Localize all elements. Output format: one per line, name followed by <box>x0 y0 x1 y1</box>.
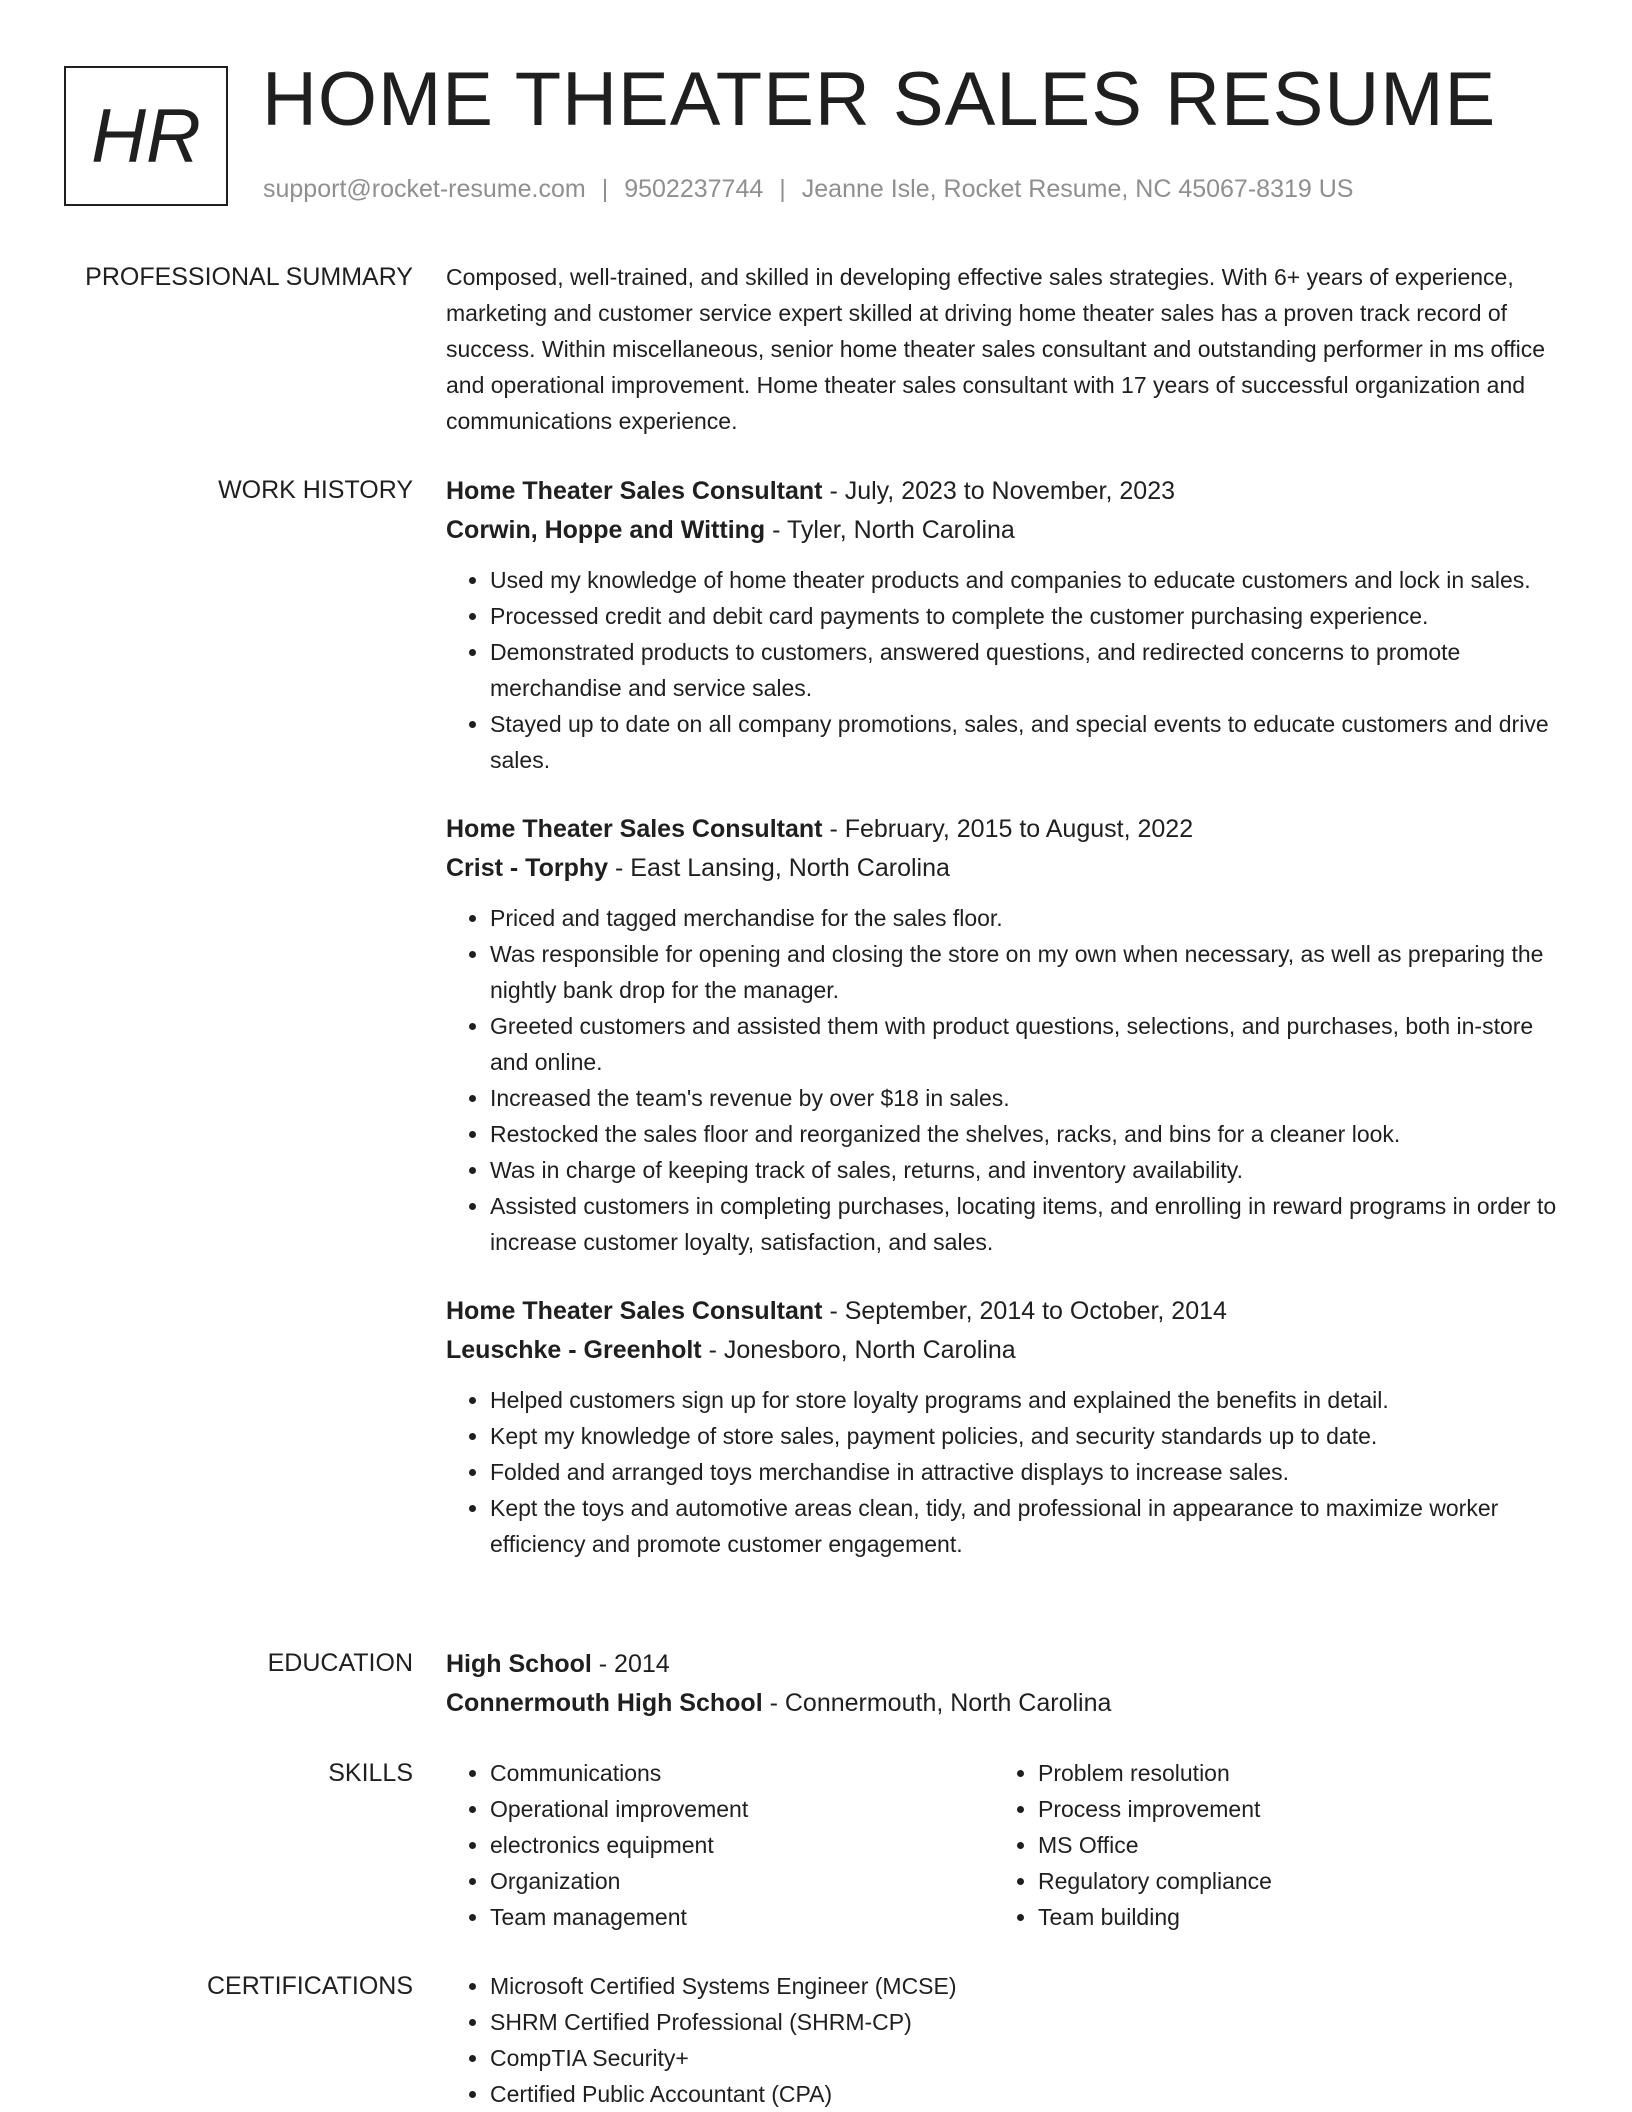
list-item: • Was in charge of keeping track of sales, returns, and inventory availability. <box>490 1152 1558 1188</box>
job-title-line <box>446 1292 1558 1331</box>
job-bullets <box>446 562 1558 778</box>
job-location: - Jonesboro, North Carolina <box>708 1336 1016 1364</box>
job-dates: - February, 2015 to August, 2022 <box>829 815 1194 843</box>
resume-title: HOME THEATER SALES RESUME <box>262 57 1497 142</box>
list-item: • Operational improvement <box>490 1791 994 1827</box>
contact-separator: | <box>601 175 609 203</box>
education-year: - 2014 <box>598 1650 670 1678</box>
list-item: • Regulatory compliance <box>1038 1863 1542 1899</box>
contact-address: Jeanne Isle, Rocket Resume, NC 45067-8319 US <box>801 175 1354 203</box>
list-item: • electronics equipment <box>490 1827 994 1863</box>
contact-separator: | <box>779 175 786 203</box>
skills-body <box>446 1755 1558 1935</box>
job-title-line <box>446 472 1558 511</box>
certifications-body <box>446 1968 1558 2112</box>
education-body <box>446 1645 1558 1723</box>
job-title: Home Theater Sales Consultant <box>446 1297 823 1325</box>
list-item: • CompTIA Security+ <box>490 2040 1558 2076</box>
list-item: • Organization <box>490 1863 994 1899</box>
certifications-list <box>446 1968 1558 2112</box>
skills-column-left <box>446 1755 994 1935</box>
education-school: Connermouth High School <box>446 1689 763 1717</box>
list-item: • Process improvement <box>1038 1791 1542 1827</box>
list-item: • SHRM Certified Professional (SHRM-CP) <box>490 2004 1558 2040</box>
list-item: • Communications <box>490 1755 994 1791</box>
education-school-line <box>446 1684 1558 1723</box>
job-company-line <box>446 849 1558 888</box>
job-location: - Tyler, North Carolina <box>772 516 1015 544</box>
certifications-label: CERTIFICATIONS <box>206 1972 413 2000</box>
summary-text: Composed, well-trained, and skilled in developing effective sales strategies. With 6+ years of experience, marketing and customer service expert skilled at driving home theater sales has a proven track record of success. Within miscellaneous, senior home theater sales consultant and outstanding performer in ms office and operational improvement. Home theater sales consultant with 17 years of successful organization and communications experience. <box>446 264 1546 434</box>
list-item: • Demonstrated products to customers, answered questions, and redirected concerns to promote merchandise and service sales. <box>490 634 1558 706</box>
education-label: EDUCATION <box>267 1649 413 1677</box>
job-dates: - July, 2023 to November, 2023 <box>829 477 1176 505</box>
list-item: • Certified Public Accountant (CPA) <box>490 2076 1558 2112</box>
work-history-body <box>446 472 1558 1594</box>
job-dates: - September, 2014 to October, 2014 <box>829 1297 1227 1325</box>
list-item: • Stayed up to date on all company promotions, sales, and special events to educate customers and drive sales. <box>490 706 1558 778</box>
list-item: • Processed credit and debit card payments to complete the customer purchasing experience. <box>490 598 1558 634</box>
list-item: • Greeted customers and assisted them with product questions, selections, and purchases, both in-store and online. <box>490 1008 1558 1080</box>
skills-list-left <box>446 1755 994 1935</box>
monogram-badge: HR <box>64 66 228 206</box>
education-degree-line <box>446 1645 1558 1684</box>
job-entry <box>446 1292 1558 1562</box>
list-item: • MS Office <box>1038 1827 1542 1863</box>
job-bullets <box>446 1382 1558 1562</box>
job-title-line <box>446 810 1558 849</box>
education-degree: High School <box>446 1650 592 1678</box>
list-item: • Used my knowledge of home theater products and companies to educate customers and lock in sales. <box>490 562 1558 598</box>
list-item: • Kept the toys and automotive areas clean, tidy, and professional in appearance to maximize worker efficiency and promote customer engagement. <box>490 1490 1558 1562</box>
summary-body <box>446 259 1558 439</box>
skills-grid <box>446 1755 1558 1935</box>
list-item: • Team management <box>490 1899 994 1935</box>
job-company: Leuschke - Greenholt <box>446 1336 702 1364</box>
job-company: Corwin, Hoppe and Witting <box>446 516 766 544</box>
job-company-line <box>446 1331 1558 1370</box>
job-bullets <box>446 900 1558 1260</box>
list-item: • Increased the team's revenue by over $18 in sales. <box>490 1080 1558 1116</box>
list-item: • Restocked the sales floor and reorganized the shelves, racks, and bins for a cleaner look. <box>490 1116 1558 1152</box>
list-item: • Priced and tagged merchandise for the sales floor. <box>490 900 1558 936</box>
list-item: • Problem resolution <box>1038 1755 1542 1791</box>
job-company-line <box>446 511 1558 550</box>
job-title: Home Theater Sales Consultant <box>446 477 823 505</box>
contact-phone[interactable]: 9502237744 <box>624 175 764 203</box>
job-location: - East Lansing, North Carolina <box>615 854 950 882</box>
list-item: • Assisted customers in completing purchases, locating items, and enrolling in reward programs in order to increase customer loyalty, satisfaction, and sales. <box>490 1188 1558 1260</box>
contact-line <box>263 175 1353 204</box>
work-history-label: WORK HISTORY <box>218 476 413 504</box>
summary-label: PROFESSIONAL SUMMARY <box>85 263 413 291</box>
skills-label: SKILLS <box>328 1759 413 1787</box>
skills-column-right <box>994 1755 1542 1935</box>
job-entry <box>446 472 1558 778</box>
education-location: - Connermouth, North Carolina <box>769 1689 1112 1717</box>
job-title: Home Theater Sales Consultant <box>446 815 823 843</box>
list-item: • Team building <box>1038 1899 1542 1935</box>
skills-list-right <box>994 1755 1542 1935</box>
list-item: • Was responsible for opening and closing the store on my own when necessary, as well as preparing the nightly bank drop for the manager. <box>490 936 1558 1008</box>
list-item: • Kept my knowledge of store sales, payment policies, and security standards up to date. <box>490 1418 1558 1454</box>
list-item: • Folded and arranged toys merchandise in attractive displays to increase sales. <box>490 1454 1558 1490</box>
list-item: • Microsoft Certified Systems Engineer (MCSE) <box>490 1968 1558 2004</box>
list-item: • Helped customers sign up for store loyalty programs and explained the benefits in detail. <box>490 1382 1558 1418</box>
job-entry <box>446 810 1558 1260</box>
contact-email[interactable]: support@rocket-resume.com <box>263 175 586 203</box>
job-company: Crist - Torphy <box>446 854 609 882</box>
